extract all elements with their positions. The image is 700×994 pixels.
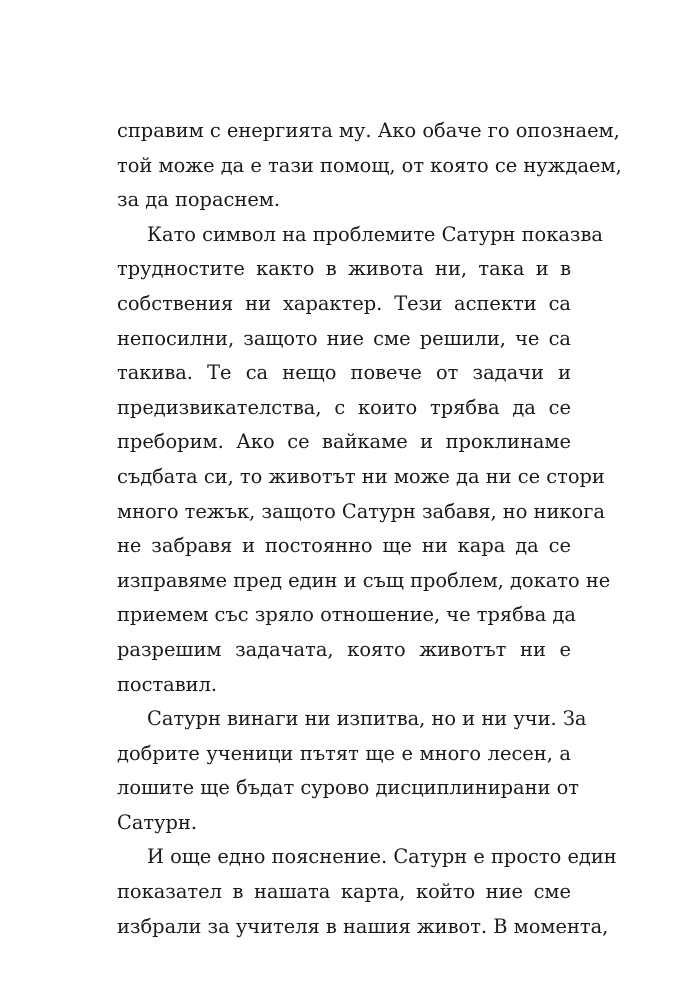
body-text [117, 114, 622, 944]
text-line: за да пораснем. [117, 188, 281, 212]
paragraph [117, 840, 617, 944]
text-line: И още едно пояснение. Сатурн е просто един [147, 845, 617, 869]
text-line: разрешим задачата, която животът ни е [117, 637, 571, 661]
text-line: трудностите както в живота ни, така и в [117, 257, 571, 281]
text-line: съдбата си, то животът ни може да ни се стори [117, 464, 605, 488]
text-line: собствения ни характер. Тези аспекти са [117, 291, 571, 315]
text-line: справим с енергията му. Ако обаче го опознаем, [117, 119, 620, 142]
paragraph [117, 114, 622, 218]
paragraph [117, 702, 587, 840]
text-line: Като символ на проблемите Сатурн показва [147, 222, 603, 246]
text-line: преборим. Ако се вайкаме и проклинаме [117, 430, 571, 454]
text-line: Сатурн. [117, 810, 198, 834]
text-line: такива. Те са нещо повече от задачи и [117, 361, 571, 385]
paragraph [117, 218, 611, 702]
text-line: Сатурн винаги ни изпитва, но и ни учи. За [147, 707, 587, 731]
text-line: добрите ученици пътят ще е много лесен, а [117, 741, 571, 765]
text-line: поставил. [117, 672, 218, 696]
text-line: много тежък, защото Сатурн забавя, но никога [117, 499, 605, 523]
text-line: не забравя и постоянно ще ни кара да се [117, 534, 571, 558]
text-line: той може да е тази помощ, от която се нуждаем, [117, 153, 622, 177]
text-line: избрали за учителя в нашия живот. В момента, [117, 914, 609, 938]
text-line: изправяме пред един и същ проблем, докато не [117, 568, 611, 592]
text-line: приемем със зряло отношение, че трябва да [117, 603, 576, 627]
text-line: предизвикателства, с които трябва да се [117, 395, 571, 419]
text-line: лошите ще бъдат сурово дисциплинирани от [117, 776, 580, 800]
text-line: непосилни, защото ние сме решили, че са [117, 326, 571, 350]
text-line: показател в нашата карта, който ние сме [117, 880, 571, 904]
